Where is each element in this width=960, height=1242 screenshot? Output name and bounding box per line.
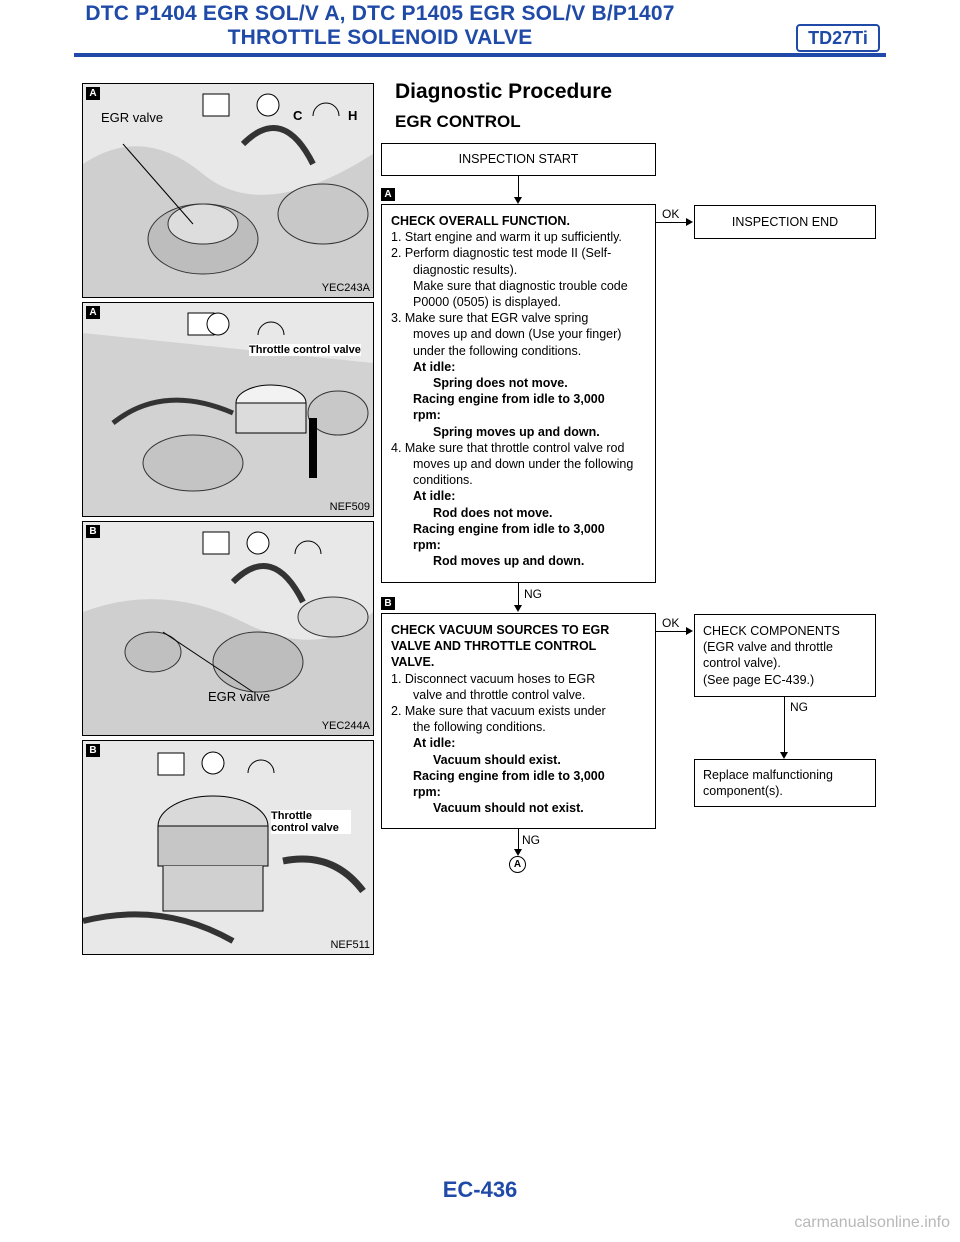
photo-throttle-valve-1	[82, 302, 374, 517]
procedure-line: Racing engine from idle to 3,000	[413, 392, 605, 407]
photo-label: Throttle control valve	[249, 344, 361, 356]
inspection-end-label: INSPECTION END	[731, 215, 839, 229]
procedure-line: moves up and down under the following	[413, 457, 634, 472]
connector-line	[656, 222, 686, 223]
photo-label: Throttle control valve	[271, 810, 351, 834]
connector-line	[518, 176, 519, 198]
check-vacuum-heading: VALVE AND THROTTLE CONTROL	[391, 639, 597, 654]
inspection-start-label: INSPECTION START	[458, 152, 579, 166]
ok-label: OK	[662, 207, 680, 221]
photo-tag: B	[86, 744, 100, 757]
ng-label: NG	[522, 833, 540, 847]
header-title-line2: THROTTLE SOLENOID VALVE	[227, 26, 533, 49]
replace-line: component(s).	[703, 784, 783, 799]
photo-tag: A	[86, 87, 100, 100]
ng-label: NG	[790, 700, 808, 714]
photo-tag: A	[86, 306, 100, 319]
engine-illustration	[83, 303, 373, 516]
check-vacuum-heading: VALVE.	[391, 655, 435, 670]
photo-egr-valve-1	[82, 83, 374, 298]
procedure-line: diagnostic results).	[413, 262, 518, 277]
photo-label: EGR valve	[101, 110, 164, 125]
check-vacuum-box	[381, 613, 656, 829]
procedure-line: 2. Make sure that vacuum exists under	[391, 704, 606, 719]
connector-line	[656, 631, 686, 632]
photo-code: YEC244A	[321, 720, 370, 732]
photo-throttle-valve-2	[82, 740, 374, 955]
procedure-line: Racing engine from idle to 3,000	[413, 521, 605, 536]
procedure-line: Rod moves up and down.	[433, 554, 585, 569]
procedure-line: Vacuum should not exist.	[433, 801, 584, 816]
procedure-line: 3. Make sure that EGR valve spring	[391, 311, 589, 326]
engine-illustration	[83, 741, 373, 954]
arrow-down	[514, 849, 522, 856]
check-components-content	[703, 623, 840, 688]
photo-egr-valve-2	[82, 521, 374, 736]
page-title: Diagnostic Procedure	[395, 80, 613, 103]
procedure-line: rpm:	[413, 538, 441, 553]
procedure-line: Vacuum should exist.	[433, 752, 561, 767]
photo-code: NEF511	[330, 939, 370, 951]
connector-line	[518, 829, 519, 850]
procedure-line: P0000 (0505) is displayed.	[413, 295, 562, 310]
inspection-start-box	[381, 143, 656, 176]
arrow-down	[514, 605, 522, 612]
arrow-right	[686, 627, 693, 635]
procedure-line: 1. Start engine and warm it up sufficiently.	[391, 230, 622, 245]
procedure-line: Make sure that diagnostic trouble code	[413, 278, 628, 293]
check-overall-box	[381, 204, 656, 583]
check-overall-content	[391, 213, 649, 569]
components-line: control valve).	[703, 656, 781, 671]
header-title-line1: DTC P1404 EGR SOL/V A, DTC P1405 EGR SOL/V B/P1407	[85, 2, 675, 25]
section-title: EGR CONTROL	[395, 112, 521, 131]
arrow-down	[514, 197, 522, 204]
page-number: EC-436	[442, 1177, 518, 1202]
connector-a-symbol: A	[509, 856, 526, 873]
procedure-line: Spring does not move.	[433, 376, 568, 391]
step-tag-b: B	[381, 597, 395, 610]
procedure-line: the following conditions.	[413, 720, 546, 735]
procedure-line: At idle:	[413, 359, 456, 374]
components-line: (EGR valve and throttle	[703, 640, 833, 655]
procedure-line: rpm:	[413, 408, 441, 423]
components-line: CHECK COMPONENTS	[703, 624, 840, 638]
procedure-line: rpm:	[413, 785, 441, 800]
procedure-line: 2. Perform diagnostic test mode II (Self-	[391, 246, 612, 261]
procedure-line: At idle:	[413, 489, 456, 504]
procedure-line: conditions.	[413, 473, 473, 488]
procedure-line: valve and throttle control valve.	[413, 687, 586, 702]
photo-code: YEC243A	[321, 282, 370, 294]
photo-label: EGR valve	[208, 689, 271, 704]
components-line: (See page EC-439.)	[703, 672, 815, 687]
inspection-end-box	[694, 205, 876, 239]
procedure-line: 1. Disconnect vacuum hoses to EGR	[391, 671, 596, 686]
procedure-line: under the following conditions.	[413, 343, 582, 358]
engine-badge: TD27Ti	[796, 24, 880, 52]
header-rule	[74, 53, 886, 57]
procedure-line: At idle:	[413, 736, 456, 751]
check-vacuum-heading: CHECK VACUUM SOURCES TO EGR	[391, 623, 610, 637]
arrow-right	[686, 218, 693, 226]
procedure-line: 4. Make sure that throttle control valve rod	[391, 440, 625, 455]
procedure-line: Rod does not move.	[433, 505, 553, 520]
page-header	[0, 0, 960, 60]
procedure-line: Spring moves up and down.	[433, 424, 600, 439]
watermark: carmanualsonline.info	[794, 1214, 950, 1231]
step-tag-a: A	[381, 188, 395, 201]
connector-line	[784, 697, 785, 753]
ok-label: OK	[662, 616, 680, 630]
gauge-h-label: H	[348, 108, 358, 123]
photo-code: NEF509	[329, 501, 370, 513]
check-vacuum-content	[391, 622, 649, 816]
check-overall-heading: CHECK OVERALL FUNCTION.	[391, 214, 570, 228]
check-components-box	[694, 614, 876, 697]
replace-line: Replace malfunctioning	[703, 768, 833, 782]
connector-line	[518, 583, 519, 606]
replace-box	[694, 759, 876, 807]
procedure-line: moves up and down (Use your finger)	[413, 327, 622, 342]
gauge-c-label: C	[293, 108, 303, 123]
photo-tag: B	[86, 525, 100, 538]
procedure-line: Racing engine from idle to 3,000	[413, 768, 605, 783]
replace-content	[703, 767, 833, 799]
arrow-down	[780, 752, 788, 759]
ng-label: NG	[524, 587, 542, 601]
